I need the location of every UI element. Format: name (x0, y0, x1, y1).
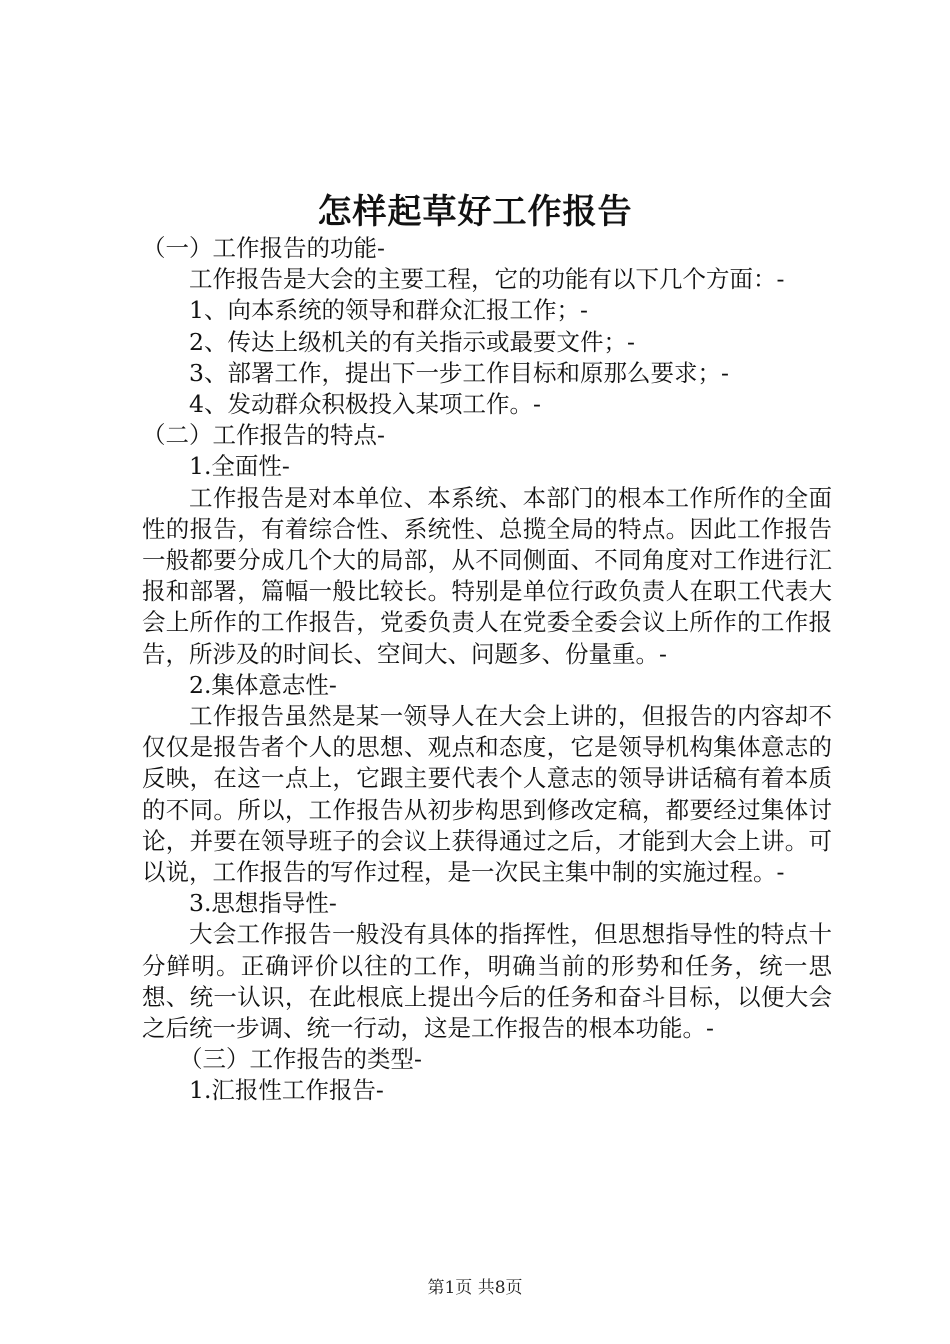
document-title: 怎样起草好工作报告 (317, 192, 633, 232)
paragraph: 大会工作报告一般没有具体的指挥性，但思想指导性的特点十分鲜明。正确评价以往的工作，明确当前的形势和任务，统一思想、统一认识，在此根底上提出今后的任务和奋斗目标，以便大会之后统一步调、统一行动，这是工作报告的根本功能。- (142, 920, 832, 1043)
paragraph-line: 工作报告是大会的主要工程，它的功能有以下几个方面：- (189, 265, 785, 294)
paragraph: 工作报告是对本单位、本系统、本部门的根本工作所作的全面性的报告，有着综合性、系统性、总揽全局的特点。因此工作报告一般都要分成几个大的局部，从不同侧面、不同角度对工作进行汇报和部署，篇幅一般比较长。特别是单位行政负责人在职工代表大会上所作的工作报告，党委负责人在党委全委会议上所作的工作报告，所涉及的时间长、空间大、问题多、份量重。- (142, 483, 832, 668)
page-footer: 第1页 共8页 (427, 1278, 523, 1298)
subsection-heading: 3.思想指导性- (189, 889, 337, 918)
document-body (142, 233, 832, 1107)
section-heading: （三）工作报告的类型- (179, 1045, 422, 1074)
paragraph: 工作报告虽然是某一领导人在大会上讲的，但报告的内容却不仅仅是报告者个人的思想、观点和态度，它是领导机构集体意志的反映，在这一点上，它跟主要代表个人意志的领导讲话稿有着本质的不同。所以，工作报告从初步构思到修改定稿，都要经过集体讨论，并要在领导班子的会议上获得通过之后，才能到大会上讲。可以说，工作报告的写作过程，是一次民主集中制的实施过程。- (142, 702, 832, 887)
list-item: 4、发动群众积极投入某项工作。- (189, 390, 541, 419)
section-heading: （二）工作报告的特点- (142, 421, 385, 450)
list-item: 1、向本系统的领导和群众汇报工作；- (189, 296, 588, 325)
list-item: 2、传达上级机关的有关指示或最要文件；- (189, 327, 635, 356)
subsection-heading: 2.集体意志性- (189, 670, 337, 699)
subsection-heading: 1.全面性- (189, 452, 290, 481)
section-heading: （一）工作报告的功能- (142, 234, 385, 262)
subsection-heading: 1.汇报性工作报告- (189, 1076, 384, 1105)
list-item: 3、部署工作，提出下一步工作目标和原那么要求；- (189, 358, 729, 387)
